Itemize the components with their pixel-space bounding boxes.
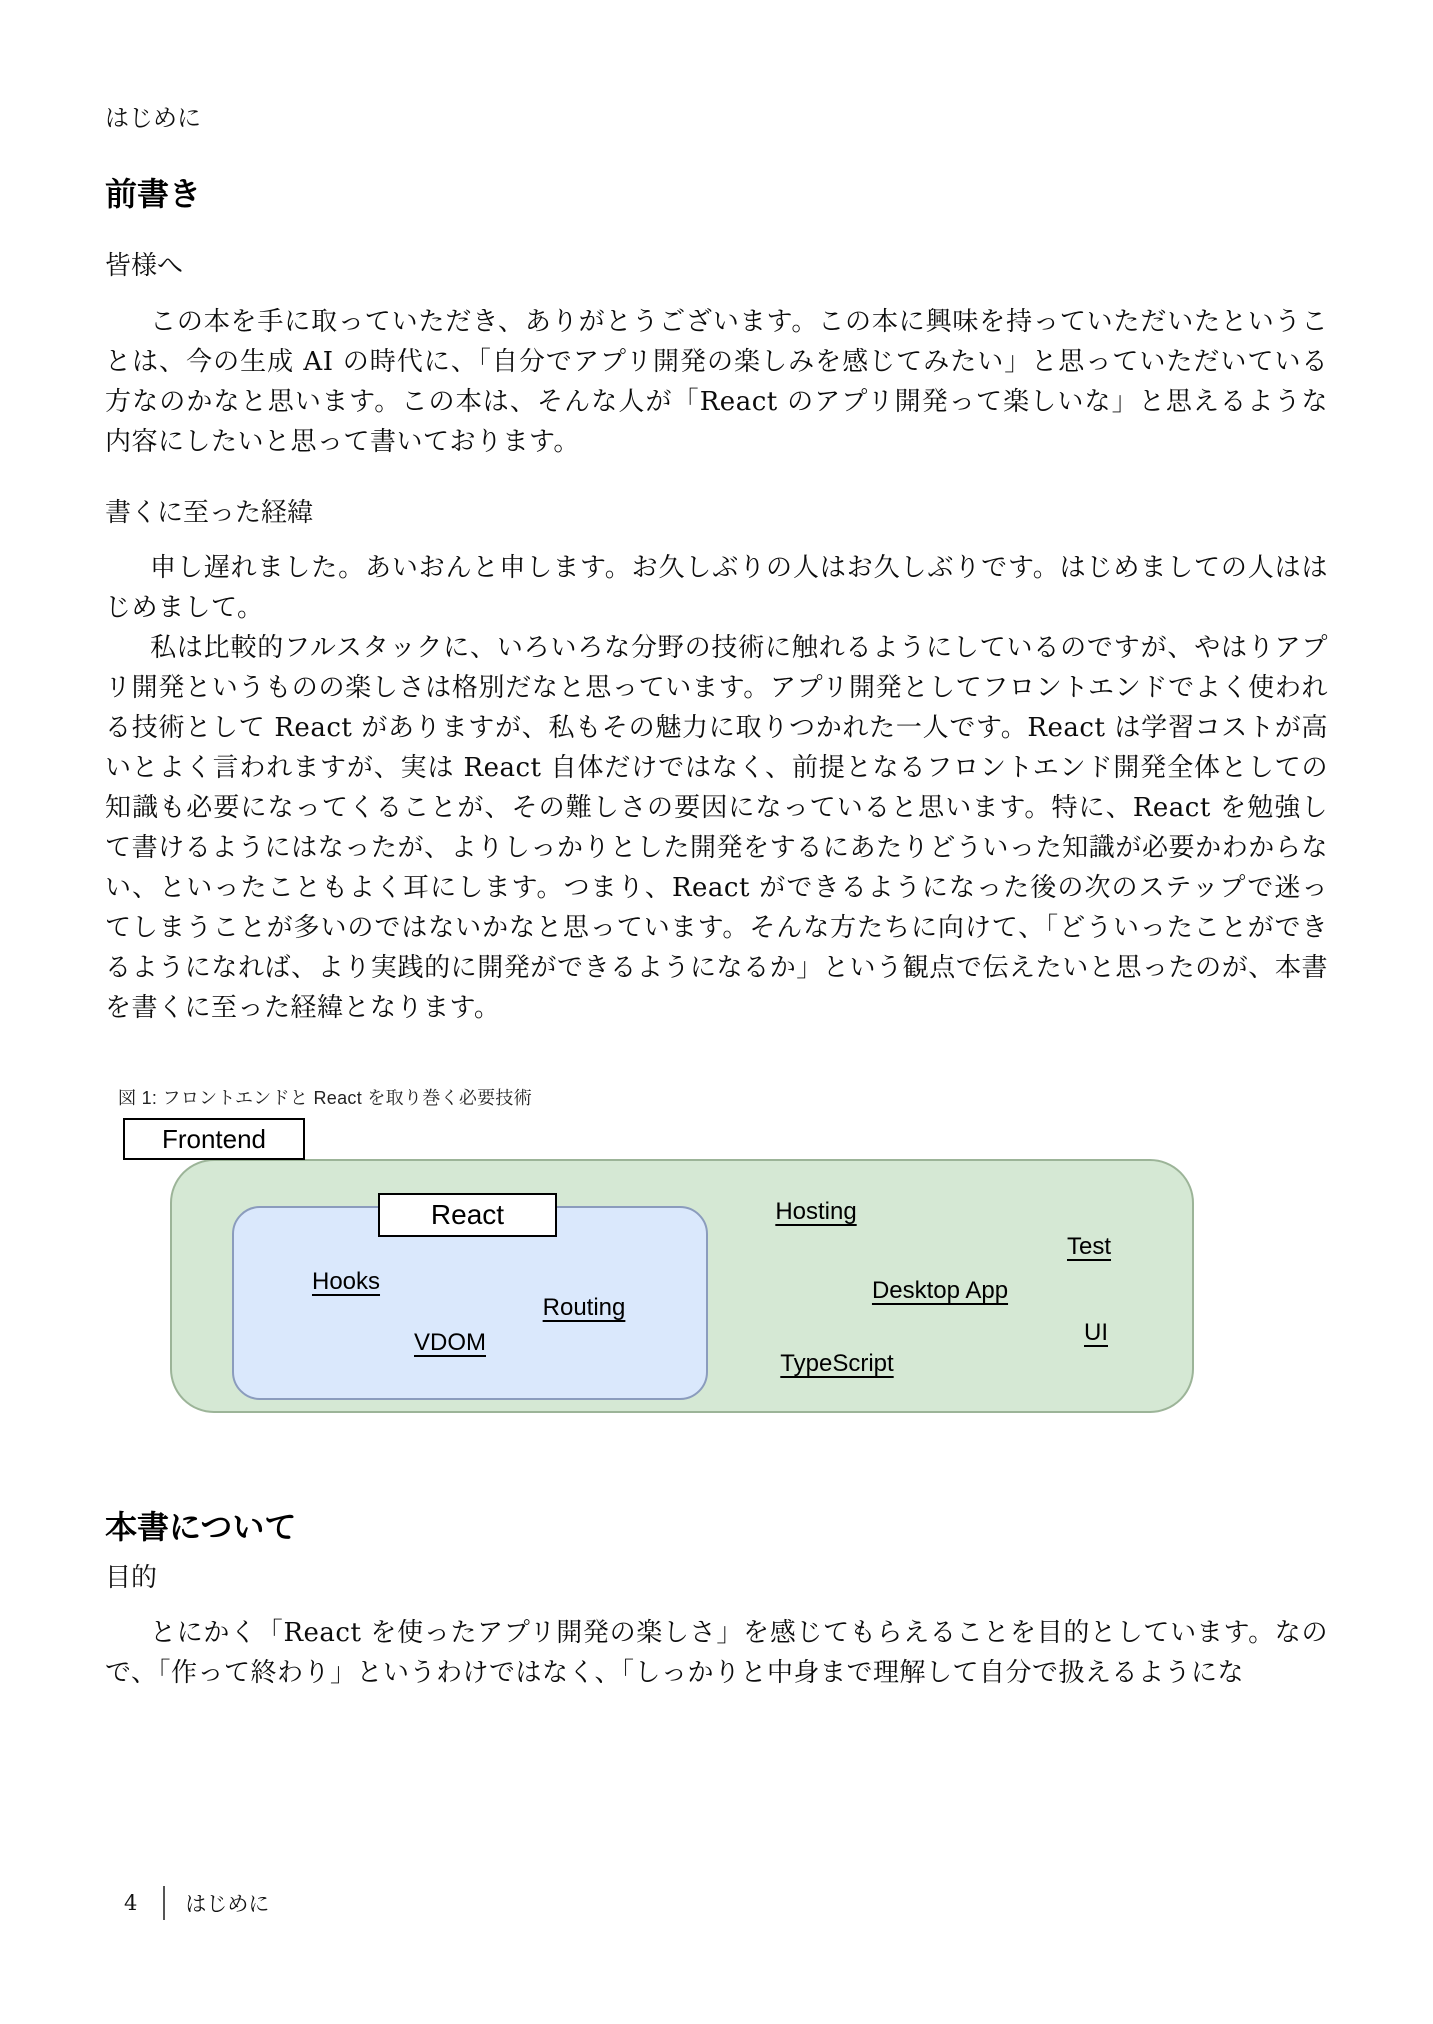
figure-item-ui: UI — [1084, 1319, 1108, 1347]
paragraph-introduction: 申し遅れました。あいおんと申します。お久しぶりの人はお久しぶりです。はじめましての人ははじめまして。 — [105, 553, 1328, 624]
page-footer — [124, 1886, 269, 1920]
figure-item-test: Test — [1066, 1233, 1112, 1261]
paragraph-motivation: 私は比較的フルスタックに、いろいろな分野の技術に触れるようにしているのですが、やはりアプリ開発というものの楽しさは格別だなと思っています。アプリ開発としてフロントエンドでよく使われる技術として React がありますが、私もその魅力に取りつかれた一人です。React は学習コストが高いとよく言われますが、実は React 自体だけではなく、前提となるフロントエンド開発全体としての知識も必要になってくることが、その難しさの要因になっていると思います。特に、React を勉強して書けるようにはなったが、よりしっかりとした開発をするにあたりどういった知識が必要かわからない、といったこともよく耳にします。つまり、React ができるようになった後の次のステップで迷ってしまうことが多いのではないかなと思っています。そんな方たちに向けて、「どういったことができるようになれば、より実践的に開発ができるようになるか」という観点で伝えたいと思ったのが、本書を書くに至った経緯となります。 — [105, 633, 1328, 1024]
paragraph-thanks: この本を手に取っていただき、ありがとうございます。この本に興味を持っていただいたということは、今の生成 AI の時代に、「自分でアプリ開発の楽しみを感じてみたい」と思っていただいている方なのかなと思います。この本は、そんな人が「React のアプリ開発って楽しいな」と思えるような内容にしたいと思って書いております。 — [105, 306, 1328, 457]
figure-item-desktop-app: Desktop App — [871, 1277, 1009, 1305]
figure-item-hooks: Hooks — [311, 1268, 381, 1296]
footer-divider — [163, 1886, 165, 1920]
footer-section-label: はじめに — [185, 1892, 270, 1916]
figure-item-typescript: TypeScript — [780, 1350, 894, 1378]
subheading-to-everyone: 皆様へ — [105, 250, 184, 281]
subheading-background: 書くに至った経緯 — [105, 496, 314, 527]
section-title-preface: 前書き — [105, 176, 202, 212]
react-label-box: React — [378, 1193, 557, 1237]
chapter-header: はじめに — [105, 104, 201, 132]
figure-item-hosting: Hosting — [775, 1198, 857, 1226]
page-number: 4 — [124, 1891, 138, 1915]
figure-frontend-react — [105, 1084, 1328, 1416]
figure-item-routing: Routing — [542, 1294, 626, 1322]
subheading-purpose: 目的 — [105, 1561, 158, 1592]
section-title-about: 本書について — [105, 1509, 297, 1546]
figure-item-vdom: VDOM — [414, 1329, 486, 1357]
frontend-label-box: Frontend — [123, 1118, 305, 1160]
paragraph-purpose: とにかく「React を使ったアプリ開発の楽しさ」を感じてもらえることを目的としています。なので、「作って終わり」というわけではなく、「しっかりと中身まで理解して自分で扱えるようにな — [105, 1618, 1328, 1689]
figure-caption: 図 1: フロントエンドと React を取り巻く必要技術 — [118, 1088, 533, 1109]
